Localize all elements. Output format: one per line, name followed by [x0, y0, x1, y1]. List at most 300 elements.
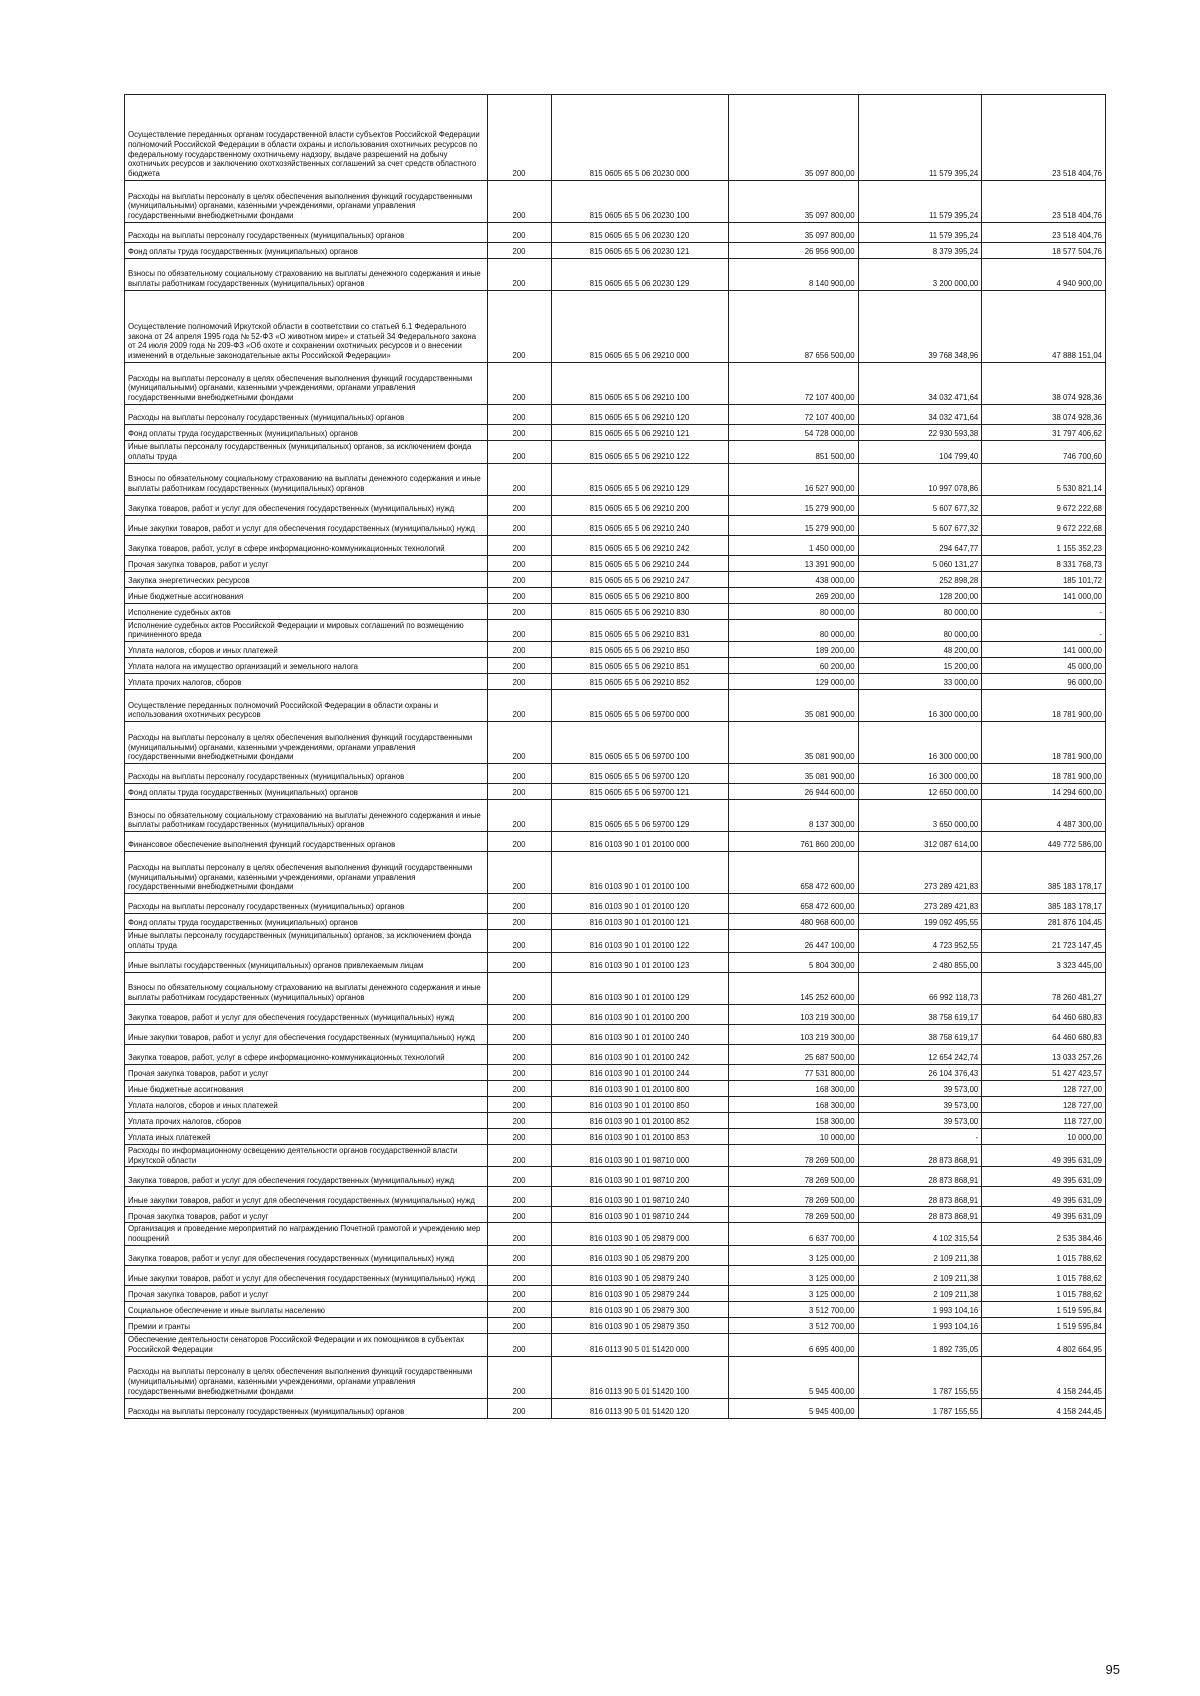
row-approved-amount: 8 140 900,00 — [728, 259, 858, 291]
row-name: Закупка товаров, работ и услуг для обеспечения государственных (муниципальных) нужд — [125, 1167, 488, 1187]
row-approved-amount: 60 200,00 — [728, 658, 858, 674]
row-line-code: 200 — [487, 658, 551, 674]
row-unexecuted-amount: 118 727,00 — [982, 1112, 1106, 1128]
row-line-code: 200 — [487, 1187, 551, 1207]
row-line-code: 200 — [487, 495, 551, 515]
row-approved-amount: 54 728 000,00 — [728, 425, 858, 441]
row-approved-amount: 3 125 000,00 — [728, 1245, 858, 1265]
row-executed-amount: 15 200,00 — [858, 658, 982, 674]
row-name: Расходы на выплаты персоналу государственных (муниципальных) органов — [125, 405, 488, 425]
row-name: Расходы на выплаты персоналу в целях обеспечения выполнения функций государственными (муниципальными) органами, казенными учреждениями, органами управления государственными внебюджетными фондами — [125, 852, 488, 894]
row-name: Прочая закупка товаров, работ и услуг — [125, 1285, 488, 1301]
row-budget-code: 815 0605 65 5 06 59700 129 — [551, 800, 728, 832]
row-executed-amount: 5 060 131,27 — [858, 555, 982, 571]
row-line-code: 200 — [487, 425, 551, 441]
row-executed-amount: 104 799,40 — [858, 441, 982, 464]
row-executed-amount: 1 993 104,16 — [858, 1317, 982, 1333]
row-unexecuted-amount: 1 015 788,62 — [982, 1285, 1106, 1301]
table-row — [125, 972, 1106, 1004]
row-name: Исполнение судебных актов — [125, 603, 488, 619]
row-budget-code: 816 0103 90 1 01 20100 200 — [551, 1004, 728, 1024]
row-name: Иные выплаты персоналу государственных (муниципальных) органов, за исключением фонда оплаты труда — [125, 930, 488, 953]
row-name: Уплата налогов, сборов и иных платежей — [125, 642, 488, 658]
row-approved-amount: 80 000,00 — [728, 619, 858, 642]
table-row — [125, 441, 1106, 464]
row-line-code: 200 — [487, 1333, 551, 1356]
row-executed-amount: 16 300 000,00 — [858, 764, 982, 784]
row-line-code: 200 — [487, 587, 551, 603]
row-executed-amount: 10 997 078,86 — [858, 463, 982, 495]
row-unexecuted-amount: 746 700,60 — [982, 441, 1106, 464]
table-row — [125, 832, 1106, 852]
row-executed-amount: 28 873 868,91 — [858, 1207, 982, 1223]
row-name: Прочая закупка товаров, работ и услуг — [125, 1064, 488, 1080]
table-row — [125, 1167, 1106, 1187]
row-line-code: 200 — [487, 1128, 551, 1144]
row-executed-amount: 312 087 614,00 — [858, 832, 982, 852]
row-unexecuted-amount: 49 395 631,09 — [982, 1207, 1106, 1223]
row-name: Расходы на выплаты персоналу государственных (муниципальных) органов — [125, 764, 488, 784]
row-approved-amount: 10 000,00 — [728, 1128, 858, 1144]
row-unexecuted-amount: 128 727,00 — [982, 1080, 1106, 1096]
row-budget-code: 815 0605 65 5 06 29210 851 — [551, 658, 728, 674]
row-name: Иные закупки товаров, работ и услуг для обеспечения государственных (муниципальных) нужд — [125, 1265, 488, 1285]
row-approved-amount: 15 279 900,00 — [728, 515, 858, 535]
table-row — [125, 571, 1106, 587]
table-row — [125, 952, 1106, 972]
row-unexecuted-amount: 18 781 900,00 — [982, 722, 1106, 764]
row-budget-code: 816 0103 90 1 01 20100 853 — [551, 1128, 728, 1144]
row-line-code: 200 — [487, 722, 551, 764]
row-budget-code: 816 0103 90 1 01 20100 850 — [551, 1096, 728, 1112]
row-executed-amount: 39 573,00 — [858, 1080, 982, 1096]
row-approved-amount: 6 695 400,00 — [728, 1333, 858, 1356]
row-line-code: 200 — [487, 764, 551, 784]
row-executed-amount: 294 647,77 — [858, 535, 982, 555]
row-name: Закупка товаров, работ и услуг для обеспечения государственных (муниципальных) нужд — [125, 495, 488, 515]
row-budget-code: 815 0605 65 5 06 20230 000 — [551, 95, 728, 181]
row-unexecuted-amount: 23 518 404,76 — [982, 181, 1106, 223]
row-budget-code: 816 0103 90 1 01 20100 244 — [551, 1064, 728, 1080]
row-line-code: 200 — [487, 1207, 551, 1223]
table-row — [125, 223, 1106, 243]
row-executed-amount: 1 993 104,16 — [858, 1301, 982, 1317]
row-executed-amount: 16 300 000,00 — [858, 690, 982, 722]
row-name: Фонд оплаты труда государственных (муниципальных) органов — [125, 243, 488, 259]
row-unexecuted-amount: 21 723 147,45 — [982, 930, 1106, 953]
row-line-code: 200 — [487, 535, 551, 555]
row-executed-amount: 38 758 619,17 — [858, 1024, 982, 1044]
row-name: Расходы на выплаты персоналу государственных (муниципальных) органов — [125, 223, 488, 243]
row-budget-code: 815 0605 65 5 06 59700 100 — [551, 722, 728, 764]
row-line-code: 200 — [487, 243, 551, 259]
row-budget-code: 815 0605 65 5 06 20230 129 — [551, 259, 728, 291]
row-line-code: 200 — [487, 930, 551, 953]
row-line-code: 200 — [487, 619, 551, 642]
row-name: Иные закупки товаров, работ и услуг для обеспечения государственных (муниципальных) нужд — [125, 1024, 488, 1044]
row-budget-code: 815 0605 65 5 06 29210 242 — [551, 535, 728, 555]
row-name: Расходы на выплаты персоналу в целях обеспечения выполнения функций государственными (муниципальными) органами, казенными учреждениями, органами управления государственными внебюджетными фондами — [125, 722, 488, 764]
row-executed-amount: 12 654 242,74 — [858, 1044, 982, 1064]
row-unexecuted-amount: 38 074 928,36 — [982, 363, 1106, 405]
row-budget-code: 816 0103 90 1 01 20100 121 — [551, 914, 728, 930]
row-name: Расходы на выплаты персоналу в целях обеспечения выполнения функций государственными (муниципальными) органами, казенными учреждениями, органами управления государственными внебюджетными фондами — [125, 181, 488, 223]
table-row — [125, 852, 1106, 894]
row-name: Расходы на выплаты персоналу в целях обеспечения выполнения функций государственными (муниципальными) органами, казенными учреждениями, органами управления государственными внебюджетными фондами — [125, 363, 488, 405]
row-budget-code: 816 0103 90 1 01 20100 100 — [551, 852, 728, 894]
row-unexecuted-amount: 23 518 404,76 — [982, 95, 1106, 181]
table-row — [125, 1080, 1106, 1096]
row-budget-code: 815 0605 65 5 06 59700 120 — [551, 764, 728, 784]
row-executed-amount: 26 104 376,43 — [858, 1064, 982, 1080]
row-approved-amount: 25 687 500,00 — [728, 1044, 858, 1064]
table-row — [125, 1333, 1106, 1356]
row-unexecuted-amount: 14 294 600,00 — [982, 784, 1106, 800]
row-approved-amount: 5 804 300,00 — [728, 952, 858, 972]
row-line-code: 200 — [487, 259, 551, 291]
row-executed-amount: 2 109 211,38 — [858, 1265, 982, 1285]
row-budget-code: 816 0103 90 1 01 98710 244 — [551, 1207, 728, 1223]
row-executed-amount: 16 300 000,00 — [858, 722, 982, 764]
row-approved-amount: 269 200,00 — [728, 587, 858, 603]
table-row — [125, 930, 1106, 953]
table-row — [125, 642, 1106, 658]
row-executed-amount: 1 787 155,55 — [858, 1356, 982, 1398]
row-name: Иные выплаты государственных (муниципальных) органов привлекаемым лицам — [125, 952, 488, 972]
row-name: Фонд оплаты труда государственных (муниципальных) органов — [125, 914, 488, 930]
table-row — [125, 405, 1106, 425]
row-unexecuted-amount: 4 802 664,95 — [982, 1333, 1106, 1356]
row-unexecuted-amount: 141 000,00 — [982, 642, 1106, 658]
row-approved-amount: 3 125 000,00 — [728, 1285, 858, 1301]
row-line-code: 200 — [487, 181, 551, 223]
row-line-code: 200 — [487, 363, 551, 405]
row-line-code: 200 — [487, 784, 551, 800]
row-executed-amount: 252 898,28 — [858, 571, 982, 587]
row-line-code: 200 — [487, 571, 551, 587]
row-budget-code: 815 0605 65 5 06 29210 247 — [551, 571, 728, 587]
row-name: Иные закупки товаров, работ и услуг для обеспечения государственных (муниципальных) нужд — [125, 1187, 488, 1207]
row-unexecuted-amount: 47 888 151,04 — [982, 291, 1106, 363]
table-row — [125, 1317, 1106, 1333]
row-line-code: 200 — [487, 603, 551, 619]
row-unexecuted-amount: 31 797 406,62 — [982, 425, 1106, 441]
row-budget-code: 815 0605 65 5 06 59700 121 — [551, 784, 728, 800]
row-budget-code: 815 0605 65 5 06 20230 120 — [551, 223, 728, 243]
row-executed-amount: 3 200 000,00 — [858, 259, 982, 291]
row-line-code: 200 — [487, 1265, 551, 1285]
row-line-code: 200 — [487, 405, 551, 425]
table-row — [125, 914, 1106, 930]
row-executed-amount: 28 873 868,91 — [858, 1187, 982, 1207]
row-approved-amount: 77 531 800,00 — [728, 1064, 858, 1080]
row-line-code: 200 — [487, 515, 551, 535]
row-name: Уплата прочих налогов, сборов — [125, 674, 488, 690]
row-budget-code: 816 0103 90 1 01 98710 240 — [551, 1187, 728, 1207]
table-row — [125, 1223, 1106, 1246]
row-executed-amount: 28 873 868,91 — [858, 1167, 982, 1187]
table-row — [125, 722, 1106, 764]
row-executed-amount: 1 787 155,55 — [858, 1398, 982, 1418]
row-executed-amount: - — [858, 1128, 982, 1144]
table-row — [125, 1144, 1106, 1167]
table-row — [125, 1112, 1106, 1128]
row-name: Иные закупки товаров, работ и услуг для обеспечения государственных (муниципальных) нужд — [125, 515, 488, 535]
row-approved-amount: 103 219 300,00 — [728, 1024, 858, 1044]
row-approved-amount: 26 447 100,00 — [728, 930, 858, 953]
table-row — [125, 1207, 1106, 1223]
table-row — [125, 259, 1106, 291]
row-name: Финансовое обеспечение выполнения функций государственных органов — [125, 832, 488, 852]
table-row — [125, 587, 1106, 603]
row-budget-code: 815 0605 65 5 06 29210 800 — [551, 587, 728, 603]
row-unexecuted-amount: 9 672 222,68 — [982, 515, 1106, 535]
row-name: Расходы на выплаты персоналу государственных (муниципальных) органов — [125, 1398, 488, 1418]
row-unexecuted-amount: 4 158 244,45 — [982, 1356, 1106, 1398]
row-name: Расходы по информационному освещению деятельности органов государственной власти Иркутской области — [125, 1144, 488, 1167]
row-approved-amount: 6 637 700,00 — [728, 1223, 858, 1246]
row-executed-amount: 80 000,00 — [858, 619, 982, 642]
row-unexecuted-amount: 49 395 631,09 — [982, 1167, 1106, 1187]
row-line-code: 200 — [487, 1004, 551, 1024]
table-row — [125, 1024, 1106, 1044]
row-name: Уплата иных платежей — [125, 1128, 488, 1144]
row-line-code: 200 — [487, 914, 551, 930]
row-unexecuted-amount: 385 183 178,17 — [982, 894, 1106, 914]
table-row — [125, 1187, 1106, 1207]
row-line-code: 200 — [487, 1096, 551, 1112]
row-executed-amount: 3 650 000,00 — [858, 800, 982, 832]
row-approved-amount: 5 945 400,00 — [728, 1398, 858, 1418]
row-name: Иные бюджетные ассигнования — [125, 1080, 488, 1096]
row-approved-amount: 3 125 000,00 — [728, 1265, 858, 1285]
row-executed-amount: 273 289 421,83 — [858, 894, 982, 914]
row-line-code: 200 — [487, 1080, 551, 1096]
row-approved-amount: 35 081 900,00 — [728, 764, 858, 784]
row-executed-amount: 34 032 471,64 — [858, 363, 982, 405]
row-name: Расходы на выплаты персоналу государственных (муниципальных) органов — [125, 894, 488, 914]
row-name: Иные выплаты персоналу государственных (муниципальных) органов, за исключением фонда оплаты труда — [125, 441, 488, 464]
row-executed-amount: 28 873 868,91 — [858, 1144, 982, 1167]
row-budget-code: 816 0103 90 1 01 20100 852 — [551, 1112, 728, 1128]
row-budget-code: 816 0103 90 1 01 20100 123 — [551, 952, 728, 972]
row-unexecuted-amount: 96 000,00 — [982, 674, 1106, 690]
row-budget-code: 816 0103 90 1 01 20100 122 — [551, 930, 728, 953]
row-line-code: 200 — [487, 441, 551, 464]
row-approved-amount: 78 269 500,00 — [728, 1144, 858, 1167]
row-unexecuted-amount: 78 260 481,27 — [982, 972, 1106, 1004]
row-line-code: 200 — [487, 95, 551, 181]
row-approved-amount: 129 000,00 — [728, 674, 858, 690]
row-executed-amount: 5 607 677,32 — [858, 515, 982, 535]
table-row — [125, 1398, 1106, 1418]
table-row — [125, 535, 1106, 555]
row-approved-amount: 1 450 000,00 — [728, 535, 858, 555]
row-approved-amount: 78 269 500,00 — [728, 1207, 858, 1223]
row-executed-amount: 22 930 593,38 — [858, 425, 982, 441]
row-unexecuted-amount: 38 074 928,36 — [982, 405, 1106, 425]
row-approved-amount: 851 500,00 — [728, 441, 858, 464]
row-name: Уплата прочих налогов, сборов — [125, 1112, 488, 1128]
table-row — [125, 463, 1106, 495]
row-approved-amount: 8 137 300,00 — [728, 800, 858, 832]
table-row — [125, 425, 1106, 441]
row-name: Уплата налогов, сборов и иных платежей — [125, 1096, 488, 1112]
row-budget-code: 815 0605 65 5 06 29210 852 — [551, 674, 728, 690]
row-executed-amount: 33 000,00 — [858, 674, 982, 690]
row-name: Взносы по обязательному социальному страхованию на выплаты денежного содержания и иные выплаты работникам государственных (муниципальных) органов — [125, 800, 488, 832]
table-row — [125, 1096, 1106, 1112]
row-unexecuted-amount: 49 395 631,09 — [982, 1187, 1106, 1207]
row-approved-amount: 80 000,00 — [728, 603, 858, 619]
row-line-code: 200 — [487, 1144, 551, 1167]
row-budget-code: 815 0605 65 5 06 20230 100 — [551, 181, 728, 223]
row-name: Исполнение судебных актов Российской Федерации и мировых соглашений по возмещению причиненного вреда — [125, 619, 488, 642]
row-budget-code: 816 0103 90 1 01 20100 240 — [551, 1024, 728, 1044]
row-approved-amount: 78 269 500,00 — [728, 1167, 858, 1187]
row-executed-amount: 128 200,00 — [858, 587, 982, 603]
row-approved-amount: 168 300,00 — [728, 1096, 858, 1112]
row-name: Прочая закупка товаров, работ и услуг — [125, 555, 488, 571]
row-budget-code: 816 0103 90 1 05 29879 200 — [551, 1245, 728, 1265]
table-row — [125, 674, 1106, 690]
row-executed-amount: 34 032 471,64 — [858, 405, 982, 425]
row-name: Расходы на выплаты персоналу в целях обеспечения выполнения функций государственными (муниципальными) органами, казенными учреждениями, органами управления государственными внебюджетными фондами — [125, 1356, 488, 1398]
row-executed-amount: 39 573,00 — [858, 1112, 982, 1128]
row-line-code: 200 — [487, 972, 551, 1004]
row-approved-amount: 35 097 800,00 — [728, 223, 858, 243]
row-executed-amount: 48 200,00 — [858, 642, 982, 658]
row-unexecuted-amount: 18 781 900,00 — [982, 764, 1106, 784]
row-approved-amount: 145 252 600,00 — [728, 972, 858, 1004]
row-unexecuted-amount: 1 015 788,62 — [982, 1265, 1106, 1285]
page-number: 95 — [1105, 1662, 1120, 1677]
table-row — [125, 515, 1106, 535]
row-executed-amount: 12 650 000,00 — [858, 784, 982, 800]
row-approved-amount: 5 945 400,00 — [728, 1356, 858, 1398]
table-row — [125, 1004, 1106, 1024]
row-executed-amount: 66 992 118,73 — [858, 972, 982, 1004]
row-unexecuted-amount: 128 727,00 — [982, 1096, 1106, 1112]
row-approved-amount: 72 107 400,00 — [728, 405, 858, 425]
row-budget-code: 815 0605 65 5 06 29210 831 — [551, 619, 728, 642]
row-budget-code: 815 0605 65 5 06 29210 100 — [551, 363, 728, 405]
table-row — [125, 690, 1106, 722]
row-line-code: 200 — [487, 894, 551, 914]
row-budget-code: 816 0113 90 5 01 51420 000 — [551, 1333, 728, 1356]
row-line-code: 200 — [487, 832, 551, 852]
row-name: Организация и проведение мероприятий по награждению Почетной грамотой и учреждению мер поощрений — [125, 1223, 488, 1246]
row-executed-amount: 39 573,00 — [858, 1096, 982, 1112]
row-approved-amount: 72 107 400,00 — [728, 363, 858, 405]
row-executed-amount: 2 109 211,38 — [858, 1285, 982, 1301]
row-executed-amount: 11 579 395,24 — [858, 95, 982, 181]
table-row — [125, 784, 1106, 800]
table-row — [125, 1301, 1106, 1317]
row-approved-amount: 16 527 900,00 — [728, 463, 858, 495]
row-name: Закупка товаров, работ и услуг для обеспечения государственных (муниципальных) нужд — [125, 1004, 488, 1024]
row-unexecuted-amount: 18 781 900,00 — [982, 690, 1106, 722]
row-approved-amount: 168 300,00 — [728, 1080, 858, 1096]
row-line-code: 200 — [487, 690, 551, 722]
row-name: Закупка энергетических ресурсов — [125, 571, 488, 587]
row-approved-amount: 480 968 600,00 — [728, 914, 858, 930]
row-budget-code: 816 0103 90 1 05 29879 350 — [551, 1317, 728, 1333]
row-budget-code: 816 0103 90 1 01 20100 000 — [551, 832, 728, 852]
table-row — [125, 555, 1106, 571]
row-unexecuted-amount: 10 000,00 — [982, 1128, 1106, 1144]
row-line-code: 200 — [487, 642, 551, 658]
row-budget-code: 816 0103 90 1 01 20100 800 — [551, 1080, 728, 1096]
row-executed-amount: 8 379 395,24 — [858, 243, 982, 259]
row-name: Осуществление переданных полномочий Российской Федерации в области охраны и использования охотничьих ресурсов — [125, 690, 488, 722]
table-row — [125, 800, 1106, 832]
table-row — [125, 1064, 1106, 1080]
row-executed-amount: 39 768 348,96 — [858, 291, 982, 363]
table-row — [125, 658, 1106, 674]
row-unexecuted-amount: 1 519 595,84 — [982, 1301, 1106, 1317]
table-row — [125, 291, 1106, 363]
table-row — [125, 1265, 1106, 1285]
table-row — [125, 894, 1106, 914]
row-unexecuted-amount: 5 530 821,14 — [982, 463, 1106, 495]
row-executed-amount: 1 892 735,05 — [858, 1333, 982, 1356]
row-line-code: 200 — [487, 1301, 551, 1317]
row-unexecuted-amount: 64 460 680,83 — [982, 1004, 1106, 1024]
row-line-code: 200 — [487, 1317, 551, 1333]
row-name: Иные бюджетные ассигнования — [125, 587, 488, 603]
row-unexecuted-amount: 1 155 352,23 — [982, 535, 1106, 555]
row-unexecuted-amount: 449 772 586,00 — [982, 832, 1106, 852]
row-unexecuted-amount: 23 518 404,76 — [982, 223, 1106, 243]
row-budget-code: 816 0103 90 1 01 20100 129 — [551, 972, 728, 1004]
row-unexecuted-amount: 51 427 423,57 — [982, 1064, 1106, 1080]
row-approved-amount: 189 200,00 — [728, 642, 858, 658]
row-line-code: 200 — [487, 674, 551, 690]
row-name: Уплата налога на имущество организаций и земельного налога — [125, 658, 488, 674]
row-name: Фонд оплаты труда государственных (муниципальных) органов — [125, 425, 488, 441]
row-budget-code: 815 0605 65 5 06 29210 244 — [551, 555, 728, 571]
row-name: Обеспечение деятельности сенаторов Российской Федерации и их помощников в субъектах Российской Федерации — [125, 1333, 488, 1356]
row-budget-code: 816 0103 90 1 05 29879 300 — [551, 1301, 728, 1317]
row-name: Закупка товаров, работ, услуг в сфере информационно-коммуникационных технологий — [125, 1044, 488, 1064]
row-approved-amount: 35 097 800,00 — [728, 181, 858, 223]
row-budget-code: 815 0605 65 5 06 29210 129 — [551, 463, 728, 495]
row-approved-amount: 103 219 300,00 — [728, 1004, 858, 1024]
budget-execution-table — [124, 94, 1106, 1419]
row-approved-amount: 658 472 600,00 — [728, 852, 858, 894]
row-approved-amount: 158 300,00 — [728, 1112, 858, 1128]
row-line-code: 200 — [487, 800, 551, 832]
table-row — [125, 243, 1106, 259]
row-line-code: 200 — [487, 852, 551, 894]
row-unexecuted-amount: 4 158 244,45 — [982, 1398, 1106, 1418]
row-budget-code: 816 0113 90 5 01 51420 100 — [551, 1356, 728, 1398]
row-budget-code: 816 0113 90 5 01 51420 120 — [551, 1398, 728, 1418]
row-unexecuted-amount: 2 535 384,46 — [982, 1223, 1106, 1246]
row-unexecuted-amount: 281 876 104,45 — [982, 914, 1106, 930]
row-line-code: 200 — [487, 1245, 551, 1265]
row-approved-amount: 3 512 700,00 — [728, 1301, 858, 1317]
table-row — [125, 1285, 1106, 1301]
row-budget-code: 815 0605 65 5 06 29210 240 — [551, 515, 728, 535]
row-budget-code: 815 0605 65 5 06 20230 121 — [551, 243, 728, 259]
row-unexecuted-amount: 385 183 178,17 — [982, 852, 1106, 894]
row-budget-code: 816 0103 90 1 05 29879 240 — [551, 1265, 728, 1285]
row-budget-code: 815 0605 65 5 06 29210 200 — [551, 495, 728, 515]
row-line-code: 200 — [487, 555, 551, 571]
row-name: Взносы по обязательному социальному страхованию на выплаты денежного содержания и иные выплаты работникам государственных (муниципальных) органов — [125, 972, 488, 1004]
